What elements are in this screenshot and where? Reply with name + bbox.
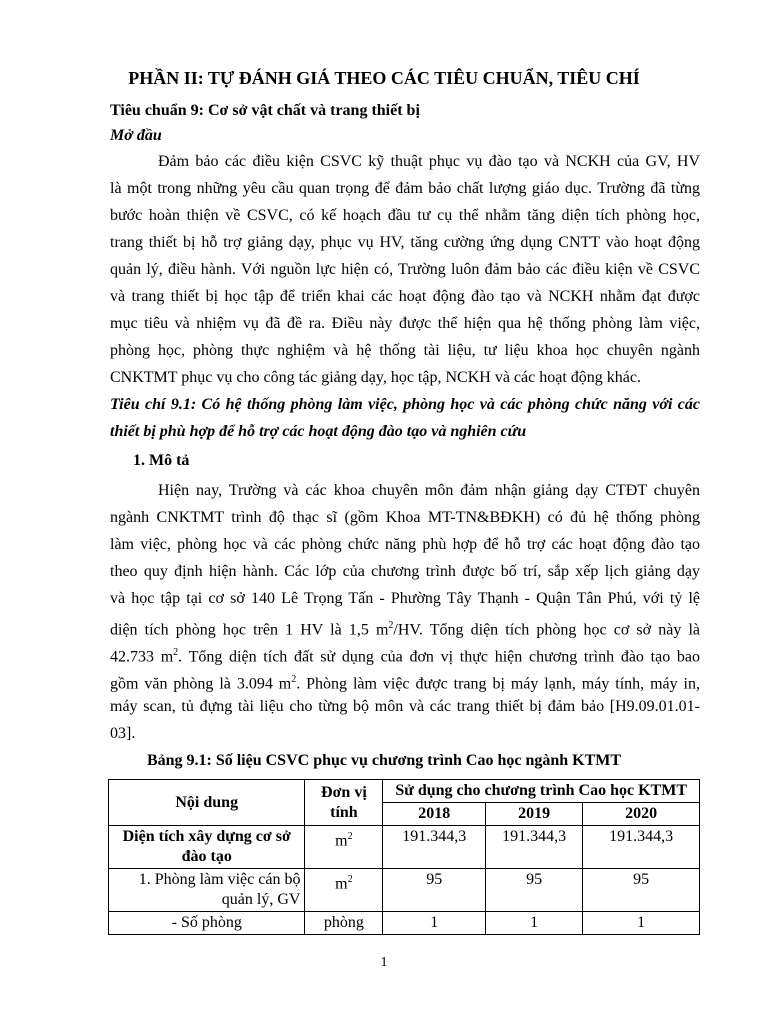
desc-line: máy scan, tủ đựng tài liệu cho từng bộ môn và các trang thiết bị đảm bảo [H9.09.01.01- bbox=[110, 698, 700, 715]
row-label: 1. Phòng làm việc cán bộ quản lý, GV bbox=[109, 869, 305, 912]
desc-line: Hiện nay, Trường và các khoa chuyên môn đảm nhận giảng dạy CTĐT chuyên bbox=[158, 482, 700, 499]
desc-line: làm việc, phòng học và các phòng chức năng phù hợp để hỗ trợ các hoạt động đào tạo bbox=[110, 536, 700, 553]
row-value: 191.344,3 bbox=[383, 826, 486, 869]
row-value: 1 bbox=[486, 912, 583, 935]
intro-line: CNKTMT phục vụ cho công tác giảng dạy, học tập, NCKH và các hoạt động khác. bbox=[110, 369, 641, 386]
row-unit: $m^2$ bbox=[305, 826, 383, 869]
header-usage: Sử dụng cho chương trình Cao học KTMT bbox=[383, 780, 700, 803]
row-value: 95 bbox=[486, 869, 583, 912]
intro-line: phòng học, phòng thực nghiệm và hệ thống tài liệu, tư liệu khoa học chuyên ngành bbox=[110, 342, 700, 359]
row-unit: $m^2$ bbox=[305, 869, 383, 912]
page-number: 1 bbox=[380, 955, 388, 970]
row-label: - Số phòng bbox=[109, 912, 305, 935]
criterion-heading: thiết bị phù hợp để hỗ trợ các hoạt động đào tạo và nghiên cứu bbox=[110, 423, 527, 440]
row-value: 1 bbox=[383, 912, 486, 935]
table-row bbox=[109, 869, 700, 912]
row-value: 95 bbox=[583, 869, 700, 912]
table-row bbox=[109, 912, 700, 935]
facilities-table bbox=[108, 779, 700, 935]
table-header-row bbox=[109, 780, 700, 803]
intro-line: quản lý, điều hành. Với nguồn lực hiện có, Trường luôn đảm bảo các điều kiện về CSVC bbox=[110, 261, 700, 278]
intro-line: trang thiết bị hỗ trợ giảng dạy, phục vụ HV, tăng cường ứng dụng CNTT vào hoạt động bbox=[110, 234, 700, 251]
desc-line: theo quy định hiện hành. Các lớp của chương trình được bố trí, sắp xếp lịch giảng dạy bbox=[110, 563, 700, 580]
intro-line: là một trong những yêu cầu quan trọng để đảm bảo chất lượng giáo dục. Trường đã từng bbox=[110, 180, 700, 197]
header-year: 2020 bbox=[583, 803, 700, 826]
table-row bbox=[109, 826, 700, 869]
desc-line: 42.733 $m^2$. Tổng diện tích đất sử dụng của đơn vị thực hiện chương trình đào tạo bao bbox=[110, 647, 700, 666]
header-unit: Đơn vị tính bbox=[305, 780, 383, 826]
header-year: 2019 bbox=[486, 803, 583, 826]
row-value: 1 bbox=[583, 912, 700, 935]
desc-line: và học tập tại cơ sở 140 Lê Trọng Tấn - Phường Tây Thạnh - Quận Tân Phú, với tỷ lệ bbox=[110, 590, 700, 607]
intro-line: bước hoàn thiện về CSVC, có kế hoạch đầu tư cụ thể nhằm tăng diện tích phòng học, bbox=[110, 207, 700, 224]
table-caption: Bảng 9.1: Số liệu CSVC phục vụ chương trình Cao học ngành KTMT bbox=[146, 752, 622, 769]
row-value: 191.344,3 bbox=[583, 826, 700, 869]
intro-line: Đảm bảo các điều kiện CSVC kỹ thuật phục vụ đào tạo và NCKH của GV, HV bbox=[158, 153, 700, 170]
desc-line: 03]. bbox=[110, 725, 136, 742]
intro-line: mục tiêu và nhiệm vụ đã đề ra. Điều này được thể hiện qua hệ thống phòng làm việc, bbox=[110, 315, 700, 332]
intro-heading: Mở đầu bbox=[110, 127, 162, 144]
standard-heading: Tiêu chuẩn 9: Cơ sở vật chất và trang thiết bị bbox=[110, 102, 420, 119]
row-value: 191.344,3 bbox=[486, 826, 583, 869]
row-value: 95 bbox=[383, 869, 486, 912]
criterion-heading: Tiêu chí 9.1: Có hệ thống phòng làm việc, phòng học và các phòng chức năng với các bbox=[110, 396, 700, 413]
desc-line: ngành CNKTMT trình độ thạc sĩ (gồm Khoa MT-TN&BĐKH) có đủ hệ thống phòng bbox=[110, 509, 700, 526]
row-label: Diện tích xây dựng cơ sở đào tạo bbox=[109, 826, 305, 869]
header-content: Nội dung bbox=[109, 780, 305, 826]
section-heading: 1. Mô tả bbox=[133, 452, 190, 469]
intro-line: và trang thiết bị học tập để triển khai các hoạt động đào tạo và NCKH nhằm đạt được bbox=[110, 288, 700, 305]
header-year: 2018 bbox=[383, 803, 486, 826]
row-unit: phòng bbox=[305, 912, 383, 935]
part-title: PHẦN II: TỰ ĐÁNH GIÁ THEO CÁC TIÊU CHUẨN, TIÊU CHÍ bbox=[128, 68, 640, 88]
desc-line: gồm văn phòng là 3.094 $m^2$. Phòng làm việc được trang bị máy lạnh, máy tính, máy in, bbox=[110, 674, 700, 693]
desc-line: diện tích phòng học trên 1 HV là 1,5 $m^2/HV$. Tổng diện tích phòng học cơ sở này là bbox=[110, 620, 701, 639]
